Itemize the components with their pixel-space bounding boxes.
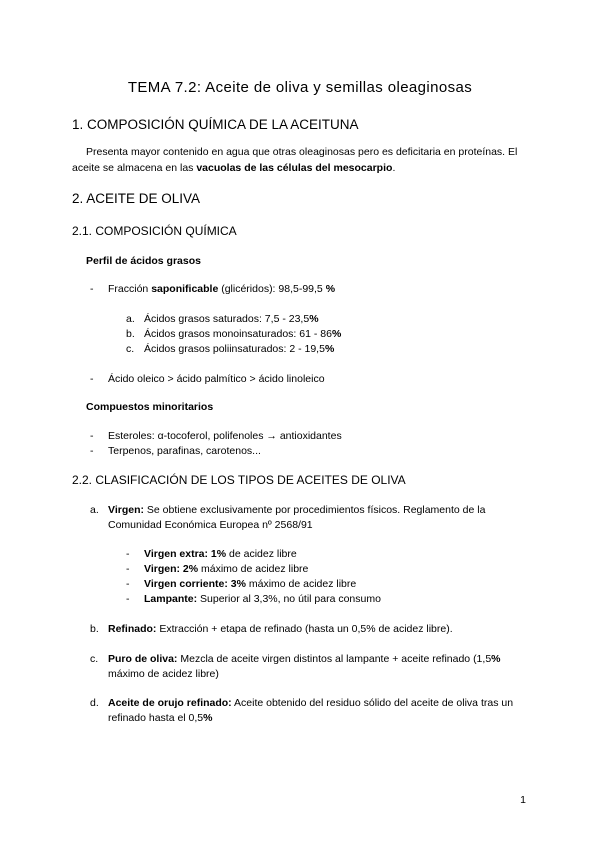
list-dash: - — [90, 283, 94, 295]
refinado-item — [108, 622, 453, 637]
list-marker: b. — [126, 328, 135, 340]
virgen-type-pct: 1% — [208, 548, 227, 560]
acido-item — [144, 312, 319, 327]
orujo-pct: % — [203, 712, 213, 724]
virgen-type-item — [144, 562, 308, 577]
minoritario-item: Esteroles: α-tocoferol, polifenoles → antioxidantes — [108, 430, 342, 442]
acido-text: Ácidos grasos monoinsaturados: 61 - 86 — [144, 328, 332, 340]
virgen-item — [108, 503, 518, 533]
acido-item — [144, 327, 341, 342]
fraccion-item — [108, 282, 335, 297]
virgen-text: Se obtiene exclusivamente por procedimientos físicos. Reglamento de la Comunidad Económica Europea nº 2568/91 — [108, 504, 486, 531]
virgen-type-text: máximo de acidez libre — [198, 563, 309, 575]
list-dash: - — [90, 430, 94, 442]
virgen-type-item — [144, 547, 297, 562]
virgen-type-label: Virgen corriente: — [144, 578, 228, 590]
paragraph-text: Presenta mayor contenido en agua que otras oleaginosas pero es deficitaria en proteínas. El aceite se almacena en las — [72, 146, 518, 174]
list-dash: - — [126, 563, 130, 575]
list-marker: d. — [90, 697, 99, 709]
orujo-item — [108, 696, 524, 726]
virgen-type-label: Virgen: — [144, 563, 180, 575]
section-1-heading: 1. COMPOSICIÓN QUÍMICA DE LA ACEITUNA — [72, 117, 359, 132]
fraccion-mid: (glicéridos): 98,5-99,5 — [218, 283, 326, 295]
list-dash: - — [126, 548, 130, 560]
perfil-title: Perfil de ácidos grasos — [86, 255, 201, 267]
puro-text: Mezcla de aceite virgen distintos al lampante + aceite refinado (1,5 — [177, 653, 492, 665]
virgen-type-label: Virgen extra: — [144, 548, 208, 560]
acido-pct: % — [324, 343, 335, 355]
page-number: 1 — [520, 794, 526, 806]
paragraph-bold: vacuolas de las células del mesocarpio — [196, 162, 393, 174]
puro-label: Puro de oliva: — [108, 653, 178, 665]
page-title: TEMA 7.2: Aceite de oliva y semillas oleaginosas — [127, 79, 473, 96]
oleico-item: Ácido oleico > ácido palmítico > ácido linoleico — [108, 373, 325, 385]
puro-item — [108, 652, 524, 682]
orujo-label: Aceite de orujo refinado: — [108, 697, 232, 709]
virgen-type-item — [144, 577, 356, 592]
virgen-type-text: de acidez libre — [226, 548, 297, 560]
acido-text: Ácidos grasos poliinsaturados: 2 - 19,5 — [144, 343, 325, 355]
acido-text: Ácidos grasos saturados: 7,5 - 23,5 — [144, 313, 310, 325]
acido-pct: % — [309, 313, 319, 325]
section-1-paragraph — [72, 144, 524, 176]
orujo-text: Aceite obtenido del residuo sólido del aceite de oliva tras un refinado hasta el 0,5 — [108, 697, 514, 724]
puro-text-end: máximo de acidez libre) — [108, 668, 219, 680]
list-dash: - — [126, 593, 130, 605]
list-dash: - — [90, 445, 94, 457]
virgen-type-label: Lampante: — [144, 593, 198, 605]
refinado-text: Extracción + etapa de refinado (hasta un 0,5% de acidez libre). — [156, 623, 453, 635]
virgen-type-pct: 2% — [179, 563, 199, 575]
virgen-type-pct: 3% — [227, 578, 246, 590]
paragraph-end: . — [392, 162, 396, 174]
refinado-label: Refinado: — [108, 623, 157, 635]
minoritario-item: Terpenos, parafinas, carotenos... — [108, 445, 261, 457]
virgen-type-text: máximo de acidez libre — [245, 578, 357, 590]
list-dash: - — [126, 578, 130, 590]
fraccion-pct: % — [325, 283, 336, 295]
list-marker: b. — [90, 623, 99, 635]
list-marker: c. — [126, 343, 135, 355]
acido-item — [144, 342, 334, 357]
virgen-type-text: Superior al 3,3%, no útil para consumo — [197, 593, 381, 605]
minoritarios-title: Compuestos minoritarios — [86, 401, 214, 413]
fraccion-pre: Fracción — [108, 283, 152, 295]
virgen-label: Virgen: — [108, 504, 144, 516]
list-dash: - — [90, 373, 94, 385]
list-marker: a. — [126, 313, 135, 325]
subsection-2-1-heading: 2.1. COMPOSICIÓN QUÍMICA — [72, 224, 237, 238]
virgen-type-item — [144, 592, 381, 607]
puro-pct: % — [491, 653, 501, 665]
subsection-2-2-heading: 2.2. CLASIFICACIÓN DE LOS TIPOS DE ACEITES DE OLIVA — [72, 473, 406, 487]
list-marker: a. — [90, 504, 99, 516]
fraccion-bold: saponificable — [151, 283, 219, 295]
section-2-heading: 2. ACEITE DE OLIVA — [72, 191, 201, 206]
list-marker: c. — [90, 653, 99, 665]
acido-pct: % — [331, 328, 342, 340]
